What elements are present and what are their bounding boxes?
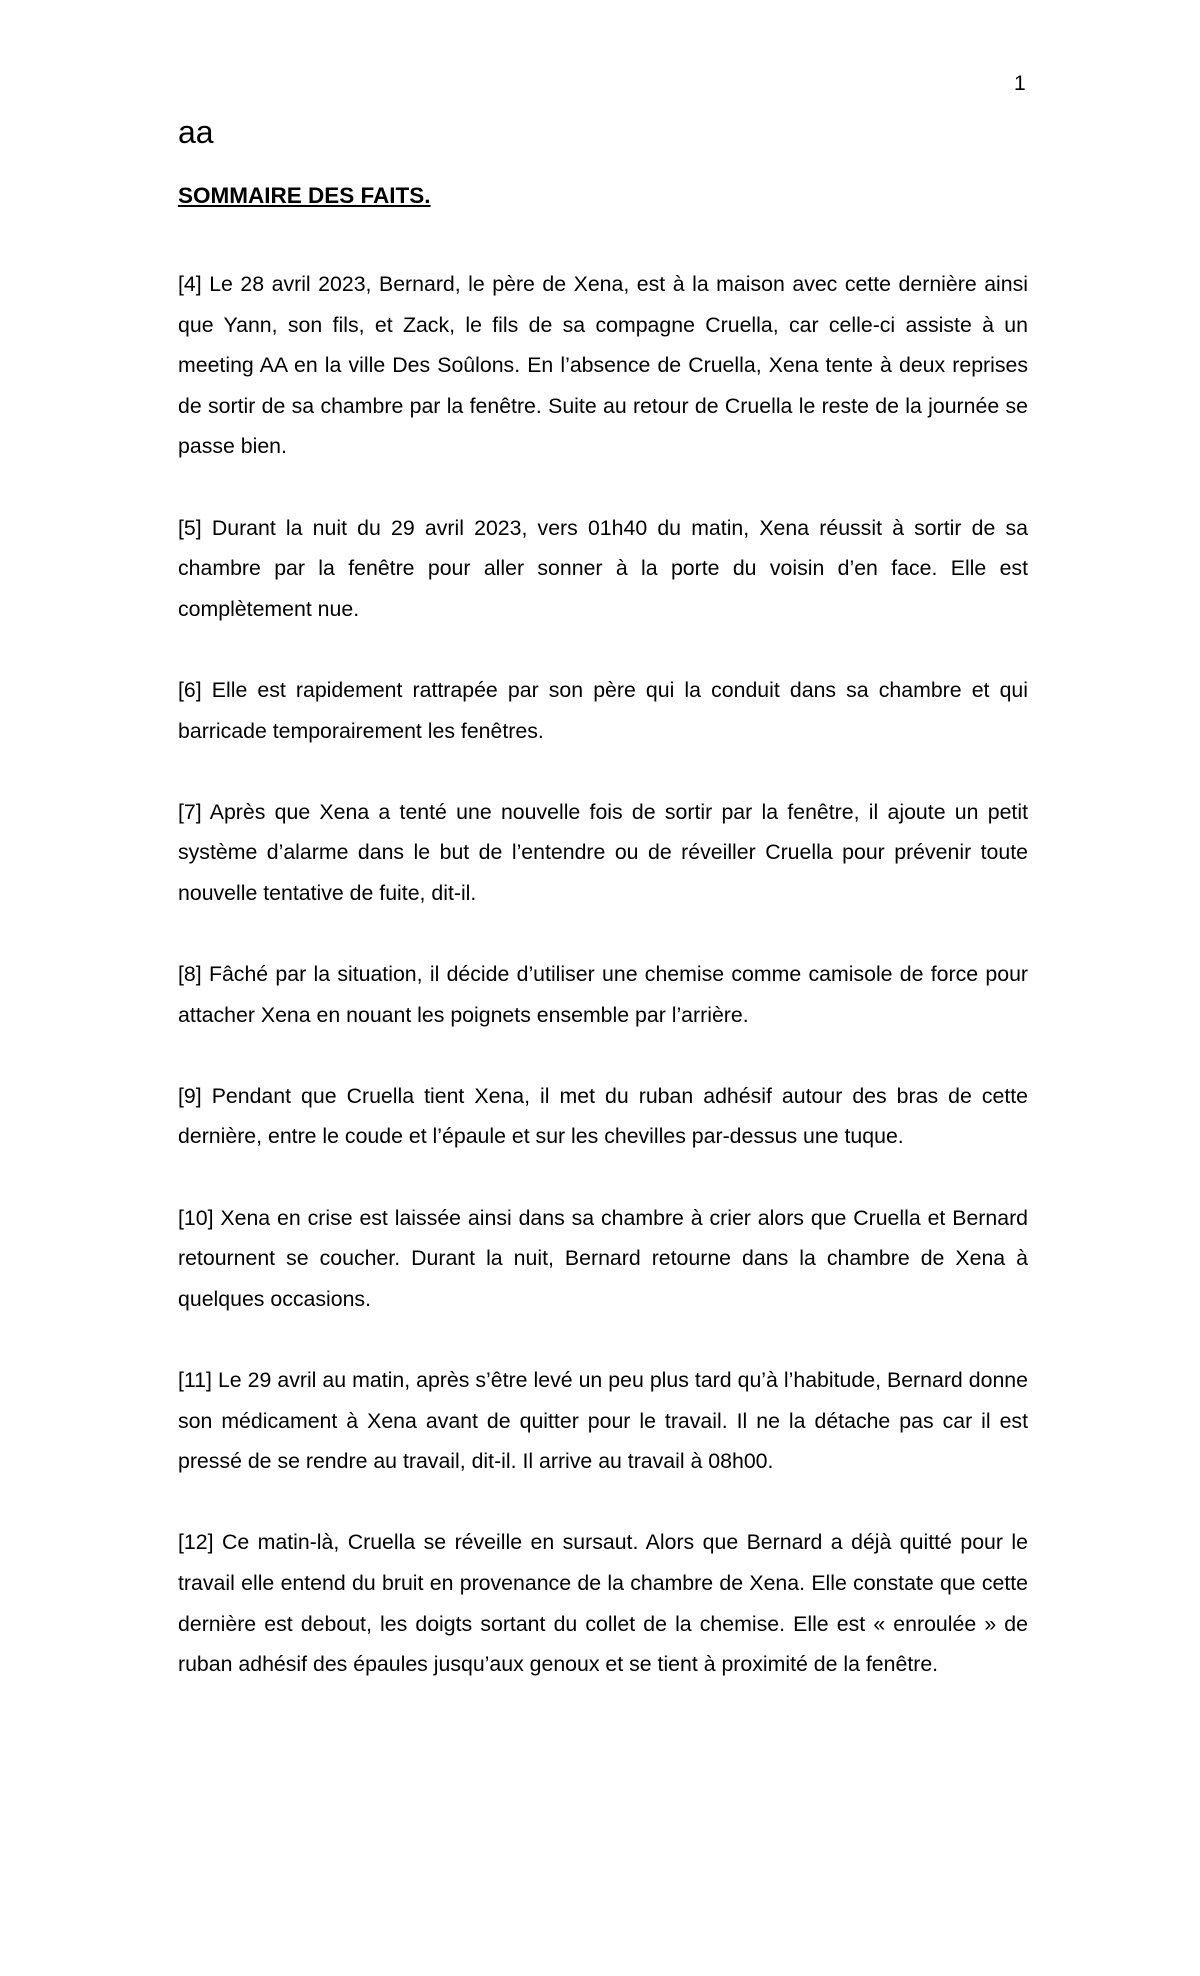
page-number: 1: [1014, 72, 1026, 95]
paragraph-11: [11] Le 29 avril au matin, après s’être levé un peu plus tard qu’à l’habitude, Bernard donne son médicament à Xena avant de quitter pour le travail. Il ne la détache pas car il est pressé de se rendre au travail, dit-il. Il arrive au travail à 08h00.: [178, 1368, 1028, 1474]
paragraph-10: [10] Xena en crise est laissée ainsi dans sa chambre à crier alors que Cruella et Bernard retournent se coucher. Durant la nuit, Bernard retourne dans la chambre de Xena à quelques occasions.: [178, 1205, 1028, 1311]
paragraph-7: [7] Après que Xena a tenté une nouvelle fois de sortir par la fenêtre, il ajoute un petit système d’alarme dans le but de l’entendre ou de réveiller Cruella pour prévenir toute nouvelle tentative de fuite, dit-il.: [178, 799, 1028, 905]
header-code: aa: [178, 114, 214, 150]
paragraph-8: [8] Fâché par la situation, il décide d’utiliser une chemise comme camisole de force pour attacher Xena en nouant les poignets ensemble par l’arrière.: [178, 962, 1028, 1027]
paragraph-6: [6] Elle est rapidement rattrapée par son père qui la conduit dans sa chambre et qui barricade temporairement les fenêtres.: [178, 677, 1028, 743]
paragraph-4: [4] Le 28 avril 2023, Bernard, le père de Xena, est à la maison avec cette dernière ainsi que Yann, son fils, et Zack, le fils de sa compagne Cruella, car celle-ci assiste à un meeting AA en la ville Des Soûlons. En l’absence de Cruella, Xena tente à deux reprises de sortir de sa chambre par la fenêtre. Suite au retour de Cruella le reste de la journée se passe bien.: [178, 272, 1028, 459]
document-body: [178, 264, 1028, 1725]
paragraph-9: [9] Pendant que Cruella tient Xena, il met du ruban adhésif autour des bras de cette dernière, entre le coude et l’épaule et sur les chevilles par-dessus une tuque.: [178, 1083, 1028, 1149]
paragraph-12: [12] Ce matin-là, Cruella se réveille en sursaut. Alors que Bernard a déjà quitté pour le travail elle entend du bruit en provenance de la chambre de Xena. Elle constate que cette dernière est debout, les doigts sortant du collet de la chemise. Elle est « enroulée » de ruban adhésif des épaules jusqu’aux genoux et se tient à proximité de la fenêtre.: [178, 1530, 1028, 1677]
paragraph-5: [5] Durant la nuit du 29 avril 2023, vers 01h40 du matin, Xena réussit à sortir de sa chambre par la fenêtre pour aller sonner à la porte du voisin d’en face. Elle est complètement nue.: [178, 515, 1028, 621]
section-title: SOMMAIRE DES FAITS.: [178, 183, 431, 208]
